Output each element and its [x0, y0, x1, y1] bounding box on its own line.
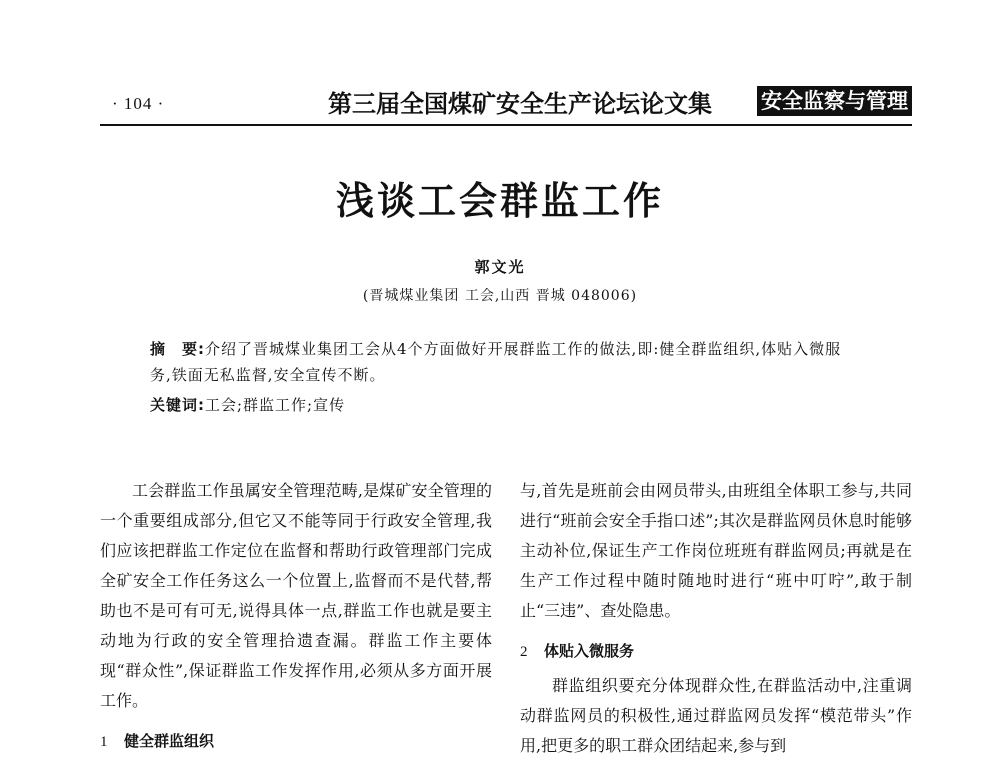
- article-title: 浅谈工会群监工作: [335, 179, 664, 223]
- proceedings-title: 第三届全国煤矿安全生产论坛论文集: [328, 90, 712, 118]
- abstract-label: 摘 要:: [150, 340, 205, 358]
- keywords: [150, 392, 850, 418]
- keywords-label: 关键词:: [150, 396, 205, 414]
- continued-paragraph: 与,首先是班前会由网员带头,由班组全体职工参与,共同进行“班前会安全手指口述”;其次是群监网员休息时能够主动补位,保证生产工作岗位班班有群监网员;再就是在生产工作过程中随时随地时进行“班中叮咛”,敢于制止“三违”、查处隐患。: [520, 481, 912, 620]
- header-rule: [100, 124, 912, 126]
- running-header: [100, 78, 912, 122]
- section2-paragraph: 群监组织要充分体现群众性,在群监活动中,注重调动群监网员的积极性,通过群监网员发挥“模范带头”作用,把更多的职工群众团结起来,参与到: [520, 676, 912, 755]
- section-badge: 安全监察与管理: [757, 86, 912, 116]
- keywords-text: 工会;群监工作;宣传: [205, 396, 346, 414]
- section-number: 1: [100, 734, 108, 750]
- body-column-right: [520, 476, 912, 761]
- author-affiliation: (晋城煤业集团 工会,山西 晋城 048006): [362, 288, 638, 304]
- page-number: · 104 ·: [112, 94, 165, 113]
- section-number: 2: [520, 644, 528, 660]
- author-name: 郭文光: [474, 258, 526, 276]
- section-title: 体贴入微服务: [544, 642, 635, 660]
- abstract: [150, 336, 850, 388]
- abstract-text: 介绍了晋城煤业集团工会从4个方面做好开展群监工作的做法,即:健全群监组织,体贴入微服务,铁面无私监督,安全宣传不断。: [150, 340, 842, 384]
- body-column-left: [100, 476, 492, 761]
- section-title: 健全群监组织: [124, 732, 215, 750]
- intro-paragraph: 工会群监工作虽属安全管理范畴,是煤矿安全管理的一个重要组成部分,但它又不能等同于行政安全管理,我们应该把群监工作定位在监督和帮助行政管理部门完成全矿安全工作任务这么一个位置上,监督而不是代替,帮助也不是可有可无,说得具体一点,群监工作也就是要主动地为行政的安全管理拾遗查漏。群监工作主要体现“群众性”,保证群监工作发挥作用,必须从多方面开展工作。: [100, 481, 492, 710]
- section-heading-2: [520, 638, 912, 665]
- section-heading-1: [100, 728, 492, 755]
